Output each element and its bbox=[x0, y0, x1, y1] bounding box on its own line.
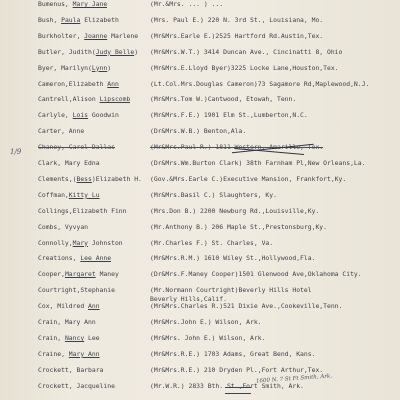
underlined-given-name: Ann bbox=[88, 302, 100, 311]
student-name: Cameron,Elizabeth Ann bbox=[38, 79, 119, 88]
student-name: Byer, Marilyn(Lynn) bbox=[38, 63, 112, 72]
parent-address: (Mr.W.R.) 2833 Bth. St.,Fort Smith, Ark. bbox=[150, 381, 304, 390]
parent-address: (Mr.&Mrs. ... ) ... bbox=[150, 0, 224, 8]
student-name: Connolly,Mary Johnston bbox=[38, 238, 123, 247]
roster-row bbox=[0, 143, 400, 156]
underlined-given-name: Mary Jane bbox=[72, 0, 108, 8]
student-name: Cantrell,Alison Lipscomb bbox=[38, 95, 131, 104]
roster-row bbox=[0, 32, 400, 45]
roster-row bbox=[0, 16, 400, 29]
student-name: Craine, Mary Ann bbox=[38, 349, 100, 358]
parent-address: (Mr&Mrs.R.E.) 1703 Adams, Great Bend, Kans. bbox=[150, 349, 316, 358]
scratched-out-text bbox=[225, 387, 251, 394]
parent-address: (Mr.Anthony B.) 206 Maple St.,Prestonsburg,Ky. bbox=[150, 222, 327, 231]
roster-row bbox=[0, 302, 400, 315]
roster-row bbox=[0, 318, 400, 331]
roster-row bbox=[0, 270, 400, 283]
roster-row bbox=[0, 80, 400, 93]
roster-row bbox=[0, 191, 400, 204]
underlined-given-name: Lipscomb bbox=[99, 95, 131, 104]
student-name: Combs, Vyvyan bbox=[38, 222, 89, 231]
roster-row bbox=[0, 254, 400, 267]
parent-address: (Mr&Mrs.Basil C.) Slaughters, Ky. bbox=[150, 190, 277, 199]
roster-row bbox=[0, 382, 400, 395]
underlined-given-name: Judy Belle bbox=[95, 47, 135, 56]
roster-row bbox=[0, 159, 400, 172]
parent-address: (Mr&Mrs.E.Lloyd Byer)3225 Locke Lane,Houston,Tex. bbox=[150, 63, 339, 72]
roster-row bbox=[0, 175, 400, 188]
handwritten-address-note: 1600 N. 7 St Ft Smith, Ark. bbox=[255, 373, 333, 385]
student-name: Carter, Anne bbox=[38, 127, 85, 136]
parent-address: (Mr&Mrs.John E.) Wilson, Ark. bbox=[150, 318, 262, 326]
parent-address: (Mr&Mrs.R.E.) 210 Dryden Pl.,Fort Arthur,Tex. bbox=[150, 365, 324, 374]
roster-row bbox=[0, 239, 400, 252]
roster-row bbox=[0, 48, 400, 61]
student-name: Clark, Mary Edna bbox=[38, 159, 100, 167]
parent-address: (Mr&Mrs.Charles R.)521 Dixie Ave.,Cookeville,Tenn. bbox=[150, 302, 343, 311]
roster-row bbox=[0, 350, 400, 363]
student-name: Cox, Mildred Ann bbox=[38, 302, 100, 311]
parent-address: (Mr&Mrs. John E.) Wilson, Ark. bbox=[150, 333, 266, 342]
student-name: Bumenus, Mary Jane bbox=[38, 0, 108, 8]
roster-row bbox=[0, 111, 400, 124]
parent-address: (Mrs. Paul E.) 220 N. 3rd St., Louisiana, Mo. bbox=[150, 15, 324, 24]
student-name: Courtright,Stephanie bbox=[38, 286, 115, 295]
student-name: Burkholter, Joanne Marlene bbox=[38, 31, 139, 40]
underlined-given-name: Paula bbox=[61, 15, 81, 24]
parent-address: (Mr&Mrs.W.T.) 3414 Duncan Ave., Cincinatti 8, Ohio bbox=[150, 47, 343, 56]
roster-row bbox=[0, 207, 400, 220]
student-name: Crain, Nancy Lee bbox=[38, 333, 100, 342]
parent-address: (Mr.Charles F.) St. Charles, Va. bbox=[150, 238, 274, 247]
student-name: Creations, Lee Anne bbox=[38, 254, 112, 263]
student-name: Butler, Judith(Judy Belle) bbox=[38, 47, 139, 56]
parent-address: (Mr&Mrs.F.E.) 1901 Elm St.,Lumberton,N.C. bbox=[150, 111, 308, 120]
student-name: Bush, Paula Elizabeth bbox=[38, 15, 119, 24]
underlined-given-name: Lee Anne bbox=[80, 254, 112, 263]
underlined-given-name: Joanne bbox=[84, 31, 108, 40]
underlined-given-name: Margaret bbox=[64, 270, 96, 279]
underlined-given-name: Kitty Lu bbox=[68, 190, 100, 199]
underlined-given-name: Lois bbox=[72, 111, 89, 120]
parent-address: (Gov.&Mrs.Earle C.)Executive Mansion, Frankfort,Ky. bbox=[150, 174, 347, 183]
roster-row bbox=[0, 334, 400, 347]
parent-address: (Mr&Mrs.R.M.) 1610 Wiley St.,Hollywood,Fla. bbox=[150, 254, 316, 263]
student-name: Carlyle, Lois Goodwin bbox=[38, 111, 119, 120]
roster-row bbox=[0, 223, 400, 236]
parent-address: (Dr&Mrs.W.B.) Benton,Ala. bbox=[150, 127, 247, 136]
student-name: Crockett, Barbara bbox=[38, 365, 104, 374]
parent-address: (Mrs.Don B.) 2200 Newburg Rd.,Louisville,Ky. bbox=[150, 206, 320, 215]
roster-row bbox=[0, 95, 400, 108]
student-name: Cooper,Margaret Maney bbox=[38, 270, 119, 279]
roster-row bbox=[0, 366, 400, 379]
parent-address: (Mr.Normann Courtright)Beverly Hills Hotel Beverly Hills,Calif. bbox=[150, 286, 312, 304]
student-name: Crockett, Jacqueline bbox=[38, 381, 115, 390]
roster-row bbox=[0, 127, 400, 140]
underlined-given-name: Mary Ann bbox=[68, 349, 100, 358]
parent-address: (Mr&Mrs.Paul R.) 1811 Western, Amarillo, Tex. bbox=[150, 143, 324, 152]
student-name: Crain, Mary Ann bbox=[38, 318, 96, 326]
student-name: Chaney, Carol Dallas bbox=[38, 143, 115, 152]
underlined-given-name: Nancy bbox=[64, 333, 85, 342]
underlined-given-name: Bess bbox=[76, 174, 92, 183]
student-name: Clements,(Bess)Elizabeth H. bbox=[38, 174, 142, 183]
student-name: Coffman,Kitty Lu bbox=[38, 190, 100, 199]
roster-row bbox=[0, 0, 400, 13]
parent-address: (Dr&Mrs.F.Maney Cooper)1501 Glenwood Ave,Oklahoma City. bbox=[150, 270, 362, 279]
parent-address: (Dr&Mrs.Wm.Burton Clark) 38th Farnham Pl,New Orleans,La. bbox=[150, 159, 366, 167]
parent-address: (Mr&Mrs.Tom W.)Cantwood, Etowah, Tenn. bbox=[150, 95, 297, 104]
margin-mark: 1/9 bbox=[10, 148, 22, 156]
underlined-given-name: Ann bbox=[107, 79, 119, 88]
roster-row bbox=[0, 64, 400, 77]
parent-address: (Mr&Mrs.Earle E.)2525 Hartford Rd.Austin,Tex. bbox=[150, 31, 324, 40]
underlined-given-name: Mary bbox=[72, 238, 89, 247]
parent-address: (Lt.Col.Mrs.Douglas Cameron)73 Sagamore Rd,Maplewood,N.J. bbox=[150, 79, 370, 88]
roster-row bbox=[0, 286, 400, 304]
underlined-given-name: Lynn bbox=[91, 63, 108, 72]
student-name: Collings,Elizabeth Finn bbox=[38, 206, 127, 215]
